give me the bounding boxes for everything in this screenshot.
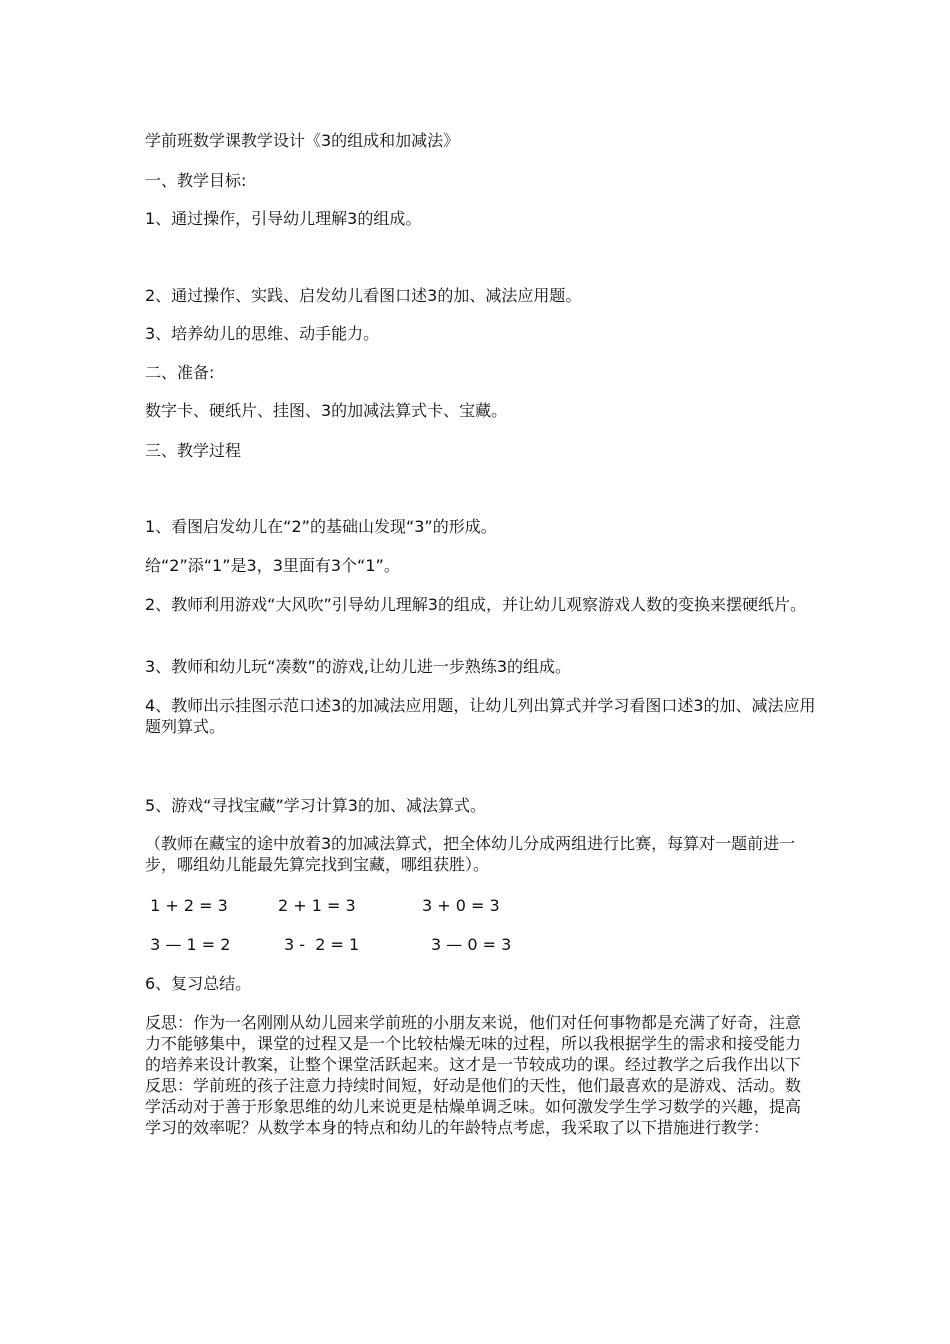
step-6: 6、复习总结。 bbox=[145, 974, 252, 993]
process-heading: 三、教学过程 bbox=[145, 441, 242, 460]
equation: 1 + 2 = 3 bbox=[145, 896, 228, 915]
equation: 2 + 1 = 3 bbox=[278, 896, 356, 915]
step-5-note: （教师在藏宝的途中放着3的加减法算式，把全体幼儿分成两组进行比赛，每算对一题前进一步，哪组幼儿能最先算完找到宝藏，哪组获胜）。 bbox=[145, 834, 796, 874]
goal-1: 1、通过操作，引导幼儿理解3的组成。 bbox=[145, 209, 422, 228]
step-1b: 给“2”添“1”是3，3里面有3个“1”。 bbox=[145, 556, 400, 575]
equation: 3 + 0 = 3 bbox=[422, 896, 500, 915]
step-1: 1、看图启发幼儿在“2”的基础山发现“3”的形成。 bbox=[145, 517, 497, 536]
goal-2: 2、通过操作、实践、启发幼儿看图口述3的加、减法应用题。 bbox=[145, 286, 582, 305]
equation: 3 — 0 = 3 bbox=[431, 935, 512, 954]
step-5: 5、游戏“寻找宝藏”学习计算3的加、减法算式。 bbox=[145, 796, 486, 815]
prep-text: 数字卡、硬纸片、挂图、3的加减法算式卡、宝藏。 bbox=[145, 401, 508, 420]
equation: 3 - 2 = 1 bbox=[284, 935, 360, 954]
prep-heading: 二、准备: bbox=[145, 363, 215, 382]
step-3: 3、教师和幼儿玩“凑数”的游戏,让幼儿进一步熟练3的组成。 bbox=[145, 657, 572, 676]
goals-heading: 一、教学目标: bbox=[145, 171, 247, 190]
equation: 3 — 1 = 2 bbox=[145, 935, 231, 954]
goal-3: 3、培养幼儿的思维、动手能力。 bbox=[145, 324, 380, 343]
reflection-paragraph: 反思：作为一名刚刚从幼儿园来学前班的小朋友来说，他们对任何事物都是充满了好奇，注意力不能够集中，课堂的过程又是一个比较枯燥无味的过程，所以我根据学生的需求和接受能力的培养来设计教案，让整个课堂活跃起来。这才是一节较成功的课。经过教学之后我作出以下反思：学前班的孩子注意力持续时间短，好动是他们的天性，他们最喜欢的是游戏、活动。数学活动对于善于形象思维的幼儿来说更是枯燥单调乏味。如何激发学生学习数学的兴趣，提高学习的效率呢？从数学本身的特点和幼儿的年龄特点考虑，我采取了以下措施进行教学： bbox=[145, 1013, 802, 1137]
step-2: 2、教师利用游戏“大风吹”引导幼儿理解3的组成，并让幼儿观察游戏人数的变换来摆硬纸片。 bbox=[145, 595, 806, 614]
step-4: 4、教师出示挂图示范口述3的加减法应用题，让幼儿列出算式并学习看图口述3的加、减法应用题列算式。 bbox=[145, 696, 816, 736]
document-title: 学前班数学课教学设计《3的组成和加减法》 bbox=[145, 131, 460, 150]
